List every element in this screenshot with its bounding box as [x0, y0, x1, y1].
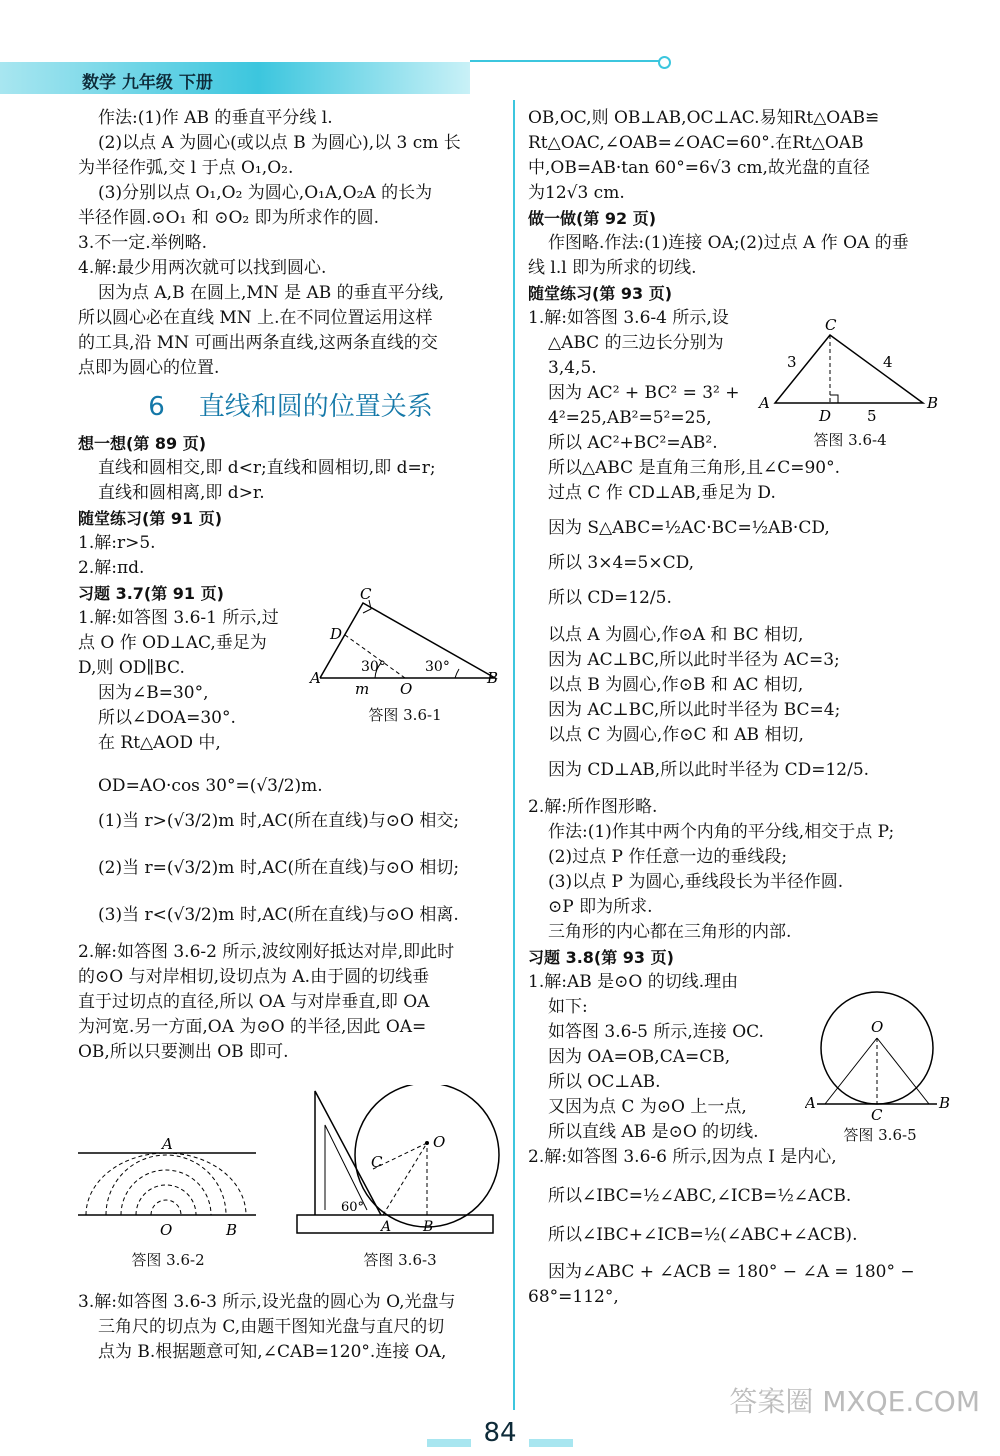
text-line: OB,OC,则 OB⊥AB,OC⊥AC.易知Rt△OAB≌ [528, 108, 880, 128]
text-line: 作图略.作法:(1)连接 OA;(2)过点 A 作 OA 的垂 [548, 233, 909, 253]
figure-caption: 答图 3.6-1 [368, 706, 442, 724]
text-line: 以点 C 为圆心,作⊙C 和 AB 相切, [548, 725, 804, 745]
text-line: 因为 AC⊥BC,所以此时半径为 BC=4; [548, 700, 841, 720]
text-line: Rt△OAC,∠OAB=∠OAC=60°.在Rt△OAB [528, 133, 864, 153]
text-line: 以点 A 为圆心,作⊙A 和 BC 相切, [548, 625, 804, 645]
text-line: 所以 3×4=5×CD, [548, 553, 695, 573]
label-b: B [226, 1221, 238, 1239]
disc-ruler-diagram [295, 1085, 505, 1245]
text-line: 因为点 A,B 在圆上,MN 是 AB 的垂直平分线, [98, 283, 445, 303]
text-line: 3.不一定.举例略. [78, 233, 208, 253]
text-line: OB,所以只要测出 OB 即可. [78, 1042, 289, 1062]
label-c: C [360, 585, 372, 603]
label-b: B [927, 394, 939, 412]
label-c: C [371, 1153, 383, 1171]
text-line: 线 l.l 即为所求的切线. [528, 258, 697, 278]
text-line: 半径作圆.⊙O₁ 和 ⊙O₂ 即为所求作的圆. [78, 208, 380, 228]
text-line: 所以 AC²+BC²=AB². [548, 433, 718, 453]
text-line: 所以圆心必在直线 MN 上.在不同位置运用这样 [78, 308, 433, 328]
label-a: A [381, 1219, 392, 1235]
label-angle-b: 30° [425, 659, 450, 675]
text-line: 中,OB=AB·tan 60°=6√3 cm,故光盘的直径 [528, 158, 870, 178]
text-line: 三角形的内心都在三角形的内部. [548, 922, 792, 942]
triangle-diagram [305, 585, 505, 700]
section-heading: 直线和圆的位置关系 [198, 392, 433, 422]
label-3: 3 [787, 353, 797, 371]
label-4: 4 [883, 353, 893, 371]
label-angle-o: 30° [361, 659, 386, 675]
text-line: 因为 AC² + BC² = 3² + [548, 383, 740, 403]
text-line: (2)过点 P 作任意一边的垂线段; [548, 847, 788, 867]
page-number: 84 [483, 1418, 517, 1448]
figure-caption: 答图 3.6-3 [363, 1251, 437, 1269]
text-line: 过点 C 作 CD⊥AB,垂足为 D. [548, 483, 776, 503]
text-line: 所以直线 AB 是⊙O 的切线. [548, 1122, 759, 1142]
header-bar [0, 62, 470, 94]
text-line: 所以△ABC 是直角三角形,且∠C=90°. [548, 458, 841, 478]
ripple-diagram [78, 1135, 258, 1245]
label-a: A [310, 669, 321, 687]
label-o: O [160, 1221, 173, 1239]
text-line: 因为 CD⊥AB,所以此时半径为 CD=12/5. [548, 760, 870, 780]
text-line: 所以∠IBC=½∠ABC,∠ICB=½∠ACB. [548, 1186, 852, 1206]
text-line: 4²=25,AB²=5²=25, [548, 408, 712, 428]
text-line: 1.解:如答图 3.6-1 所示,过 [78, 608, 279, 628]
text-line: 点 O 作 OD⊥AC,垂足为 [78, 633, 267, 653]
section-number: 6 [148, 392, 165, 422]
subheading: 习题 3.7(第 91 页) [78, 584, 224, 603]
text-line: 作法:(1)作其中两个内角的平分线,相交于点 P; [548, 822, 895, 842]
subheading: 想一想(第 89 页) [78, 434, 207, 453]
label-5: 5 [867, 407, 877, 425]
label-c: C [825, 316, 837, 334]
tangent-circle-diagram [805, 990, 955, 1120]
text-line: 的工具,沿 MN 可画出两条直线,这两条直线的交 [78, 333, 438, 353]
right-triangle-diagram [755, 315, 945, 425]
text-line: 因为 AC⊥BC,所以此时半径为 AC=3; [548, 650, 840, 670]
label-60: 60° [341, 1200, 365, 1215]
text-line: 所以 OC⊥AB. [548, 1072, 661, 1092]
text-line: 3.解:如答图 3.6-3 所示,设光盘的圆心为 O,光盘与 [78, 1292, 456, 1312]
footer-decoration [529, 1439, 573, 1447]
figure-caption: 答图 3.6-2 [131, 1251, 205, 1269]
text-line: 因为 S△ABC=½AC·BC=½AB·CD, [548, 518, 830, 538]
text-line: 2.解:πd. [78, 558, 145, 578]
text-line: 所以 CD=12/5. [548, 588, 672, 608]
column-divider [513, 100, 515, 1410]
text-line: 三角尺的切点为 C,由题干图知光盘与直尺的切 [98, 1317, 445, 1337]
text-line: 2.解:如答图 3.6-6 所示,因为点 I 是内心, [528, 1147, 837, 1167]
figure-3-6-2 [78, 1135, 258, 1275]
footer-decoration [427, 1439, 471, 1447]
text-line: (3)分别以点 O₁,O₂ 为圆心,O₁A,O₂A 的长为 [98, 183, 433, 203]
text-line: 又因为点 C 为⊙O 上一点, [548, 1097, 747, 1117]
subheading: 随堂练习(第 91 页) [78, 509, 223, 528]
text-line: 在 Rt△AOD 中, [98, 733, 221, 753]
text-line: 以点 B 为圆心,作⊙B 和 AC 相切, [548, 675, 804, 695]
left-column-bottom [78, 1290, 503, 1365]
text-line: 3,4,5. [548, 358, 597, 378]
figure-3-6-4 [755, 315, 945, 455]
page-footer [0, 1418, 1000, 1454]
text-line: 直于过切点的直径,所以 OA 与对岸垂直,即 OA [78, 992, 430, 1012]
label-d: D [330, 625, 343, 643]
text-line: D,则 OD∥BC. [78, 658, 185, 678]
text-line: △ABC 的三边长分别为 [548, 333, 724, 353]
text-line: 点为 B.根据题意可知,∠CAB=120°.连接 OA, [98, 1342, 447, 1362]
text-line: (3)以点 P 为圆心,垂线段长为半径作圆. [548, 872, 844, 892]
subheading: 随堂练习(第 93 页) [528, 284, 673, 303]
subheading: 习题 3.8(第 93 页) [528, 948, 674, 967]
text-line: (2)当 r=(√3/2)m 时,AC(所在直线)与⊙O 相切; [98, 858, 460, 878]
text-line: 点即为圆心的位置. [78, 358, 220, 378]
text-line: 4.解:最少用两次就可以找到圆心. [78, 258, 327, 278]
subheading: 做一做(第 92 页) [528, 209, 657, 228]
label-a: A [162, 1135, 173, 1153]
text-line: 的⊙O 与对岸相切,设切点为 A.由于圆的切线垂 [78, 967, 430, 987]
text-line: 所以∠DOA=30°. [98, 708, 236, 728]
text-line: 1.解:AB 是⊙O 的切线.理由 [528, 972, 739, 992]
label-o: O [871, 1018, 884, 1036]
text-line: 直线和圆相离,即 d>r. [98, 483, 265, 503]
text-line: 直线和圆相交,即 d<r;直线和圆相切,即 d=r; [98, 458, 436, 478]
label-c: C [871, 1106, 883, 1120]
header-title: 数学 九年级 下册 [82, 73, 213, 93]
text-line: 如答图 3.6-5 所示,连接 OC. [548, 1022, 764, 1042]
label-o: O [433, 1133, 446, 1151]
label-a: A [759, 394, 770, 412]
text-line: (1)当 r>(√3/2)m 时,AC(所在直线)与⊙O 相交; [98, 811, 460, 831]
text-line: 因为 OA=OB,CA=CB, [548, 1047, 731, 1067]
figure-caption: 答图 3.6-5 [843, 1126, 917, 1144]
text-line: (2)以点 A 为圆心(或以点 B 为圆心),以 3 cm 长 [98, 133, 461, 153]
text-line: 1.解:r>5. [78, 533, 156, 553]
text-line: 因为∠ABC + ∠ACB = 180° − ∠A = 180° − [548, 1262, 915, 1282]
text-line: 2.解:如答图 3.6-2 所示,波纹刚好抵达对岸,即此时 [78, 942, 455, 962]
text-line: ⊙P 即为所求. [548, 897, 653, 917]
text-line: 如下: [548, 997, 588, 1017]
label-b: B [423, 1219, 434, 1235]
figure-caption: 答图 3.6-4 [813, 431, 887, 449]
figure-3-6-1 [305, 585, 505, 725]
watermark: 答案圈 MXQE.COM [729, 1385, 980, 1418]
text-line: 为12√3 cm. [528, 183, 625, 203]
text-line: 因为∠B=30°, [98, 683, 209, 703]
text-line: 所以∠IBC+∠ICB=½(∠ABC+∠ACB). [548, 1225, 858, 1245]
text-line: 2.解:所作图形略. [528, 797, 658, 817]
label-b: B [487, 669, 499, 687]
text-line: 为半径作弧,交 l 于点 O₁,O₂. [78, 158, 294, 178]
text-line: 68°=112°, [528, 1287, 619, 1307]
text-line: 为河宽.另一方面,OA 为⊙O 的半径,因此 OA= [78, 1017, 427, 1037]
figure-3-6-3 [295, 1085, 505, 1275]
label-m: m [355, 680, 370, 698]
text-line: 1.解:如答图 3.6-4 所示,设 [528, 308, 729, 328]
header-rule [470, 60, 660, 62]
header-dot [658, 56, 671, 69]
text-line: 作法:(1)作 AB 的垂直平分线 l. [98, 108, 333, 128]
text-line: OD=AO·cos 30°=(√3/2)m. [98, 776, 323, 796]
figure-3-6-5 [805, 990, 955, 1150]
text-line: (3)当 r<(√3/2)m 时,AC(所在直线)与⊙O 相离. [98, 905, 459, 925]
label-d: D [819, 407, 832, 425]
section-title [78, 387, 503, 427]
label-o: O [400, 680, 413, 698]
label-b: B [939, 1094, 951, 1112]
label-a: A [805, 1094, 816, 1112]
